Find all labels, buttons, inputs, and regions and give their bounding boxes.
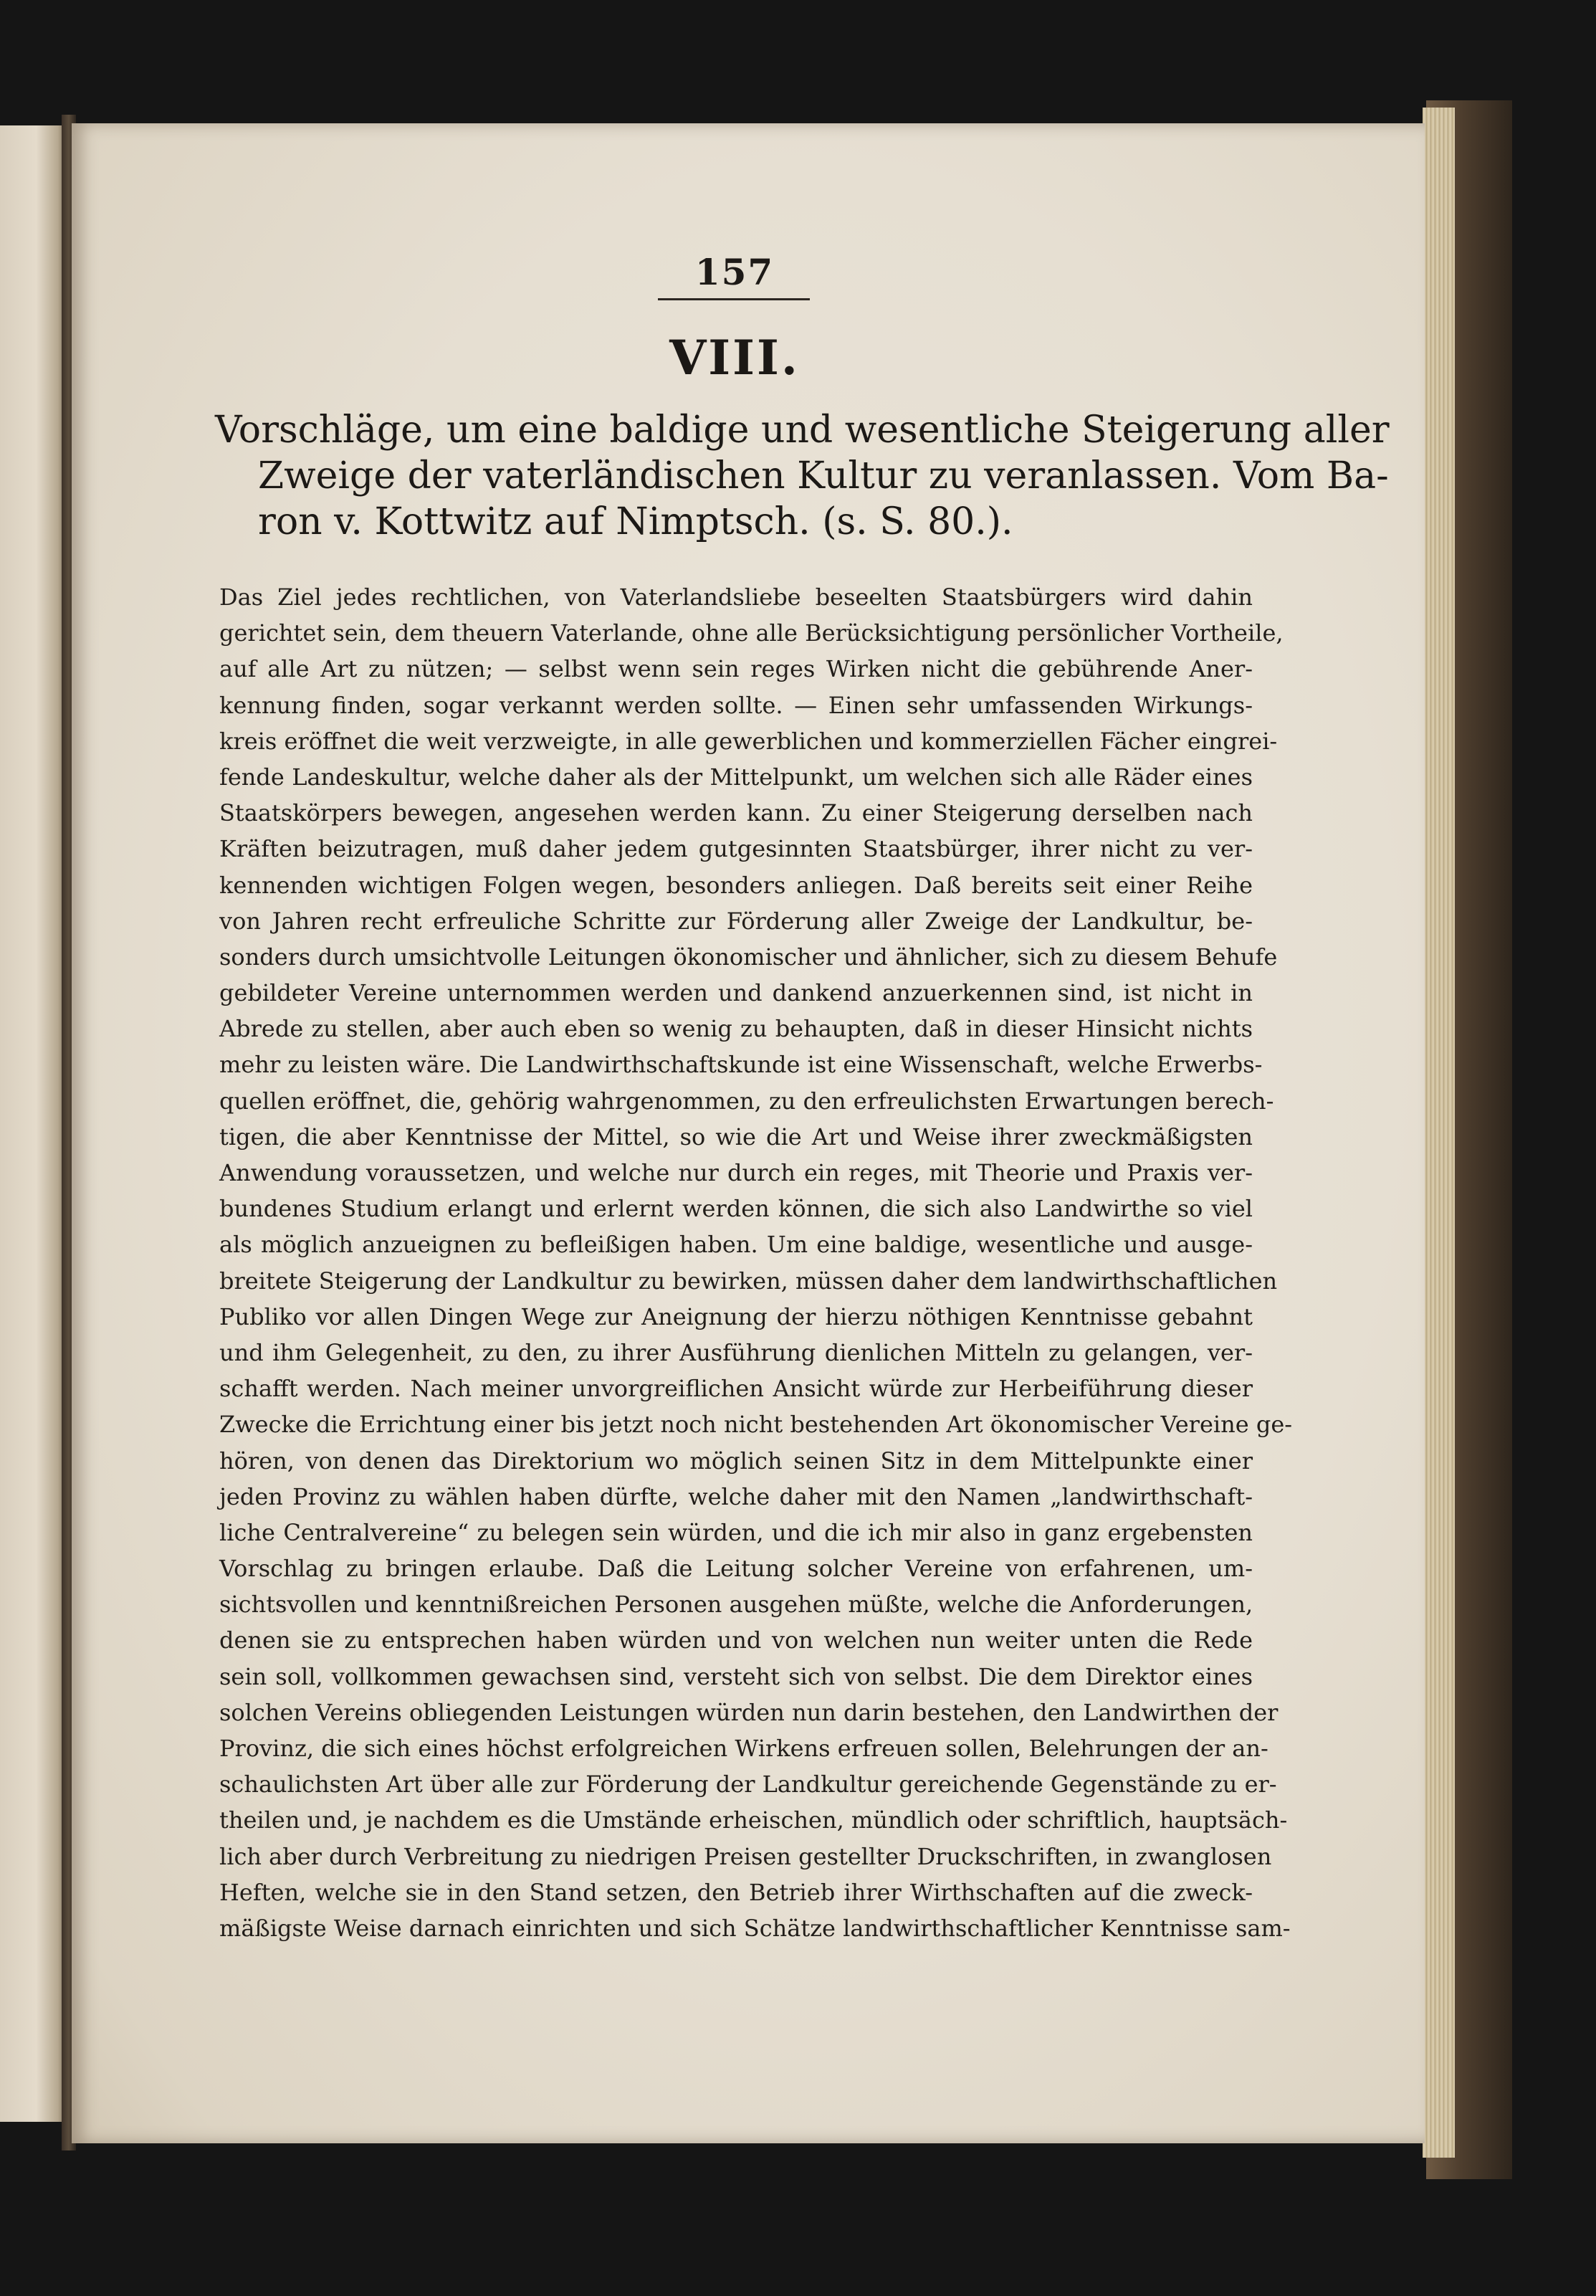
text-line: Provinz, die sich eines höchst erfolgreichen Wirkens erfreuen sollen, Belehrungen der an- — [219, 1735, 1268, 1762]
text-line: lich aber durch Verbreitung zu niedrigen Preisen gestellter Druckschriften, in zwanglosen — [219, 1842, 1272, 1870]
text-line: sein soll, vollkommen gewachsen sind, versteht sich von selbst. Die dem Direktor eines — [219, 1662, 1253, 1690]
heading-line: Zweige der vaterländischen Kultur zu veranlassen. Vom Ba- — [258, 454, 1389, 497]
text-line: Heften, welche sie in den Stand setzen, den Betrieb ihrer Wirthschaften auf die zweck- — [219, 1878, 1253, 1906]
body-text — [219, 579, 1293, 1946]
page-number: 157 — [694, 251, 775, 293]
page-number-rule — [658, 298, 810, 300]
text-line: denen sie zu entsprechen haben würden und von welchen nun weiter unten die Rede — [219, 1626, 1253, 1654]
text-line: gerichtet sein, dem theuern Vaterlande, ohne alle Berücksichtigung persönlicher Vortheile, — [219, 619, 1284, 647]
text-line: fende Landeskultur, welche daher als der Mittelpunkt, um welchen sich alle Räder eines — [219, 763, 1253, 791]
text-line: sonders durch umsichtvolle Leitungen ökonomischer und ähnlicher, sich zu diesem Behufe — [219, 943, 1278, 971]
text-line: Das Ziel jedes rechtlichen, von Vaterlandsliebe beseelten Staatsbürgers wird dahin — [219, 583, 1253, 611]
text-line: und ihm Gelegenheit, zu den, zu ihrer Ausführung dienlichen Mitteln zu gelangen, ver- — [219, 1338, 1253, 1366]
heading-line: Vorschläge, um eine baldige und wesentliche Steigerung aller — [215, 409, 1390, 452]
text-line: bundenes Studium erlangt und erlernt werden können, die sich also Landwirthe so viel — [219, 1195, 1253, 1223]
text-line: kreis eröffnet die weit verzweigte, in alle gewerblichen und kommerziellen Fächer eingrei- — [219, 727, 1278, 755]
text-line: Vorschlag zu bringen erlaube. Daß die Leitung solcher Vereine von erfahrenen, um- — [219, 1555, 1253, 1583]
text-line: von Jahren recht erfreuliche Schritte zur Förderung aller Zweige der Landkultur, be- — [219, 907, 1253, 935]
text-line: hören, von denen das Direktorium wo möglich seinen Sitz in dem Mittelpunkte einer — [219, 1447, 1253, 1475]
text-line: Kräften beizutragen, muß daher jedem gutgesinnten Staatsbürger, ihrer nicht zu ver- — [219, 835, 1253, 863]
text-line: solchen Vereins obliegenden Leistungen würden nun darin bestehen, den Landwirthen der — [219, 1698, 1279, 1726]
text-line: schaulichsten Art über alle zur Förderung der Landkultur gereichende Gegenstände zu er- — [219, 1771, 1277, 1799]
chapter-number: VIII. — [669, 330, 800, 386]
previous-page-edge — [0, 125, 66, 2122]
text-line: Zwecke die Errichtung einer bis jetzt noch nicht bestehenden Art ökonomischer Vereine ge- — [219, 1411, 1293, 1439]
text-line: kennenden wichtigen Folgen wegen, besonders anliegen. Daß bereits seit einer Reihe — [219, 871, 1253, 899]
text-line: mehr zu leisten wäre. Die Landwirthschaftskunde ist eine Wissenschaft, welche Erwerbs- — [219, 1051, 1263, 1079]
text-line: gebildeter Vereine unternommen werden und dankend anzuerkennen sind, ist nicht in — [219, 979, 1253, 1007]
text-line: quellen eröffnet, die, gehörig wahrgenommen, zu den erfreulichsten Erwartungen berech- — [219, 1087, 1274, 1115]
text-line: als möglich anzueignen zu befleißigen haben. Um eine baldige, wesentliche und ausge- — [219, 1231, 1253, 1259]
text-line: theilen und, je nachdem es die Umstände erheischen, mündlich oder schriftlich, hauptsäch- — [219, 1806, 1288, 1834]
text-line: kennung finden, sogar verkannt werden sollte. — Einen sehr umfassenden Wirkungs- — [219, 691, 1253, 719]
text-line: Publiko vor allen Dingen Wege zur Aneignung der hierzu nöthigen Kenntnisse gebahnt — [219, 1302, 1253, 1330]
text-line: jeden Provinz zu wählen haben dürfte, welche daher mit den Namen „landwirthschaft- — [219, 1482, 1253, 1510]
text-line: Staatskörpers bewegen, angesehen werden kann. Zu einer Steigerung derselben nach — [219, 799, 1253, 827]
text-line: Abrede zu stellen, aber auch eben so wenig zu behaupten, daß in dieser Hinsicht nichts — [219, 1015, 1253, 1043]
text-line: auf alle Art zu nützen; — selbst wenn sein reges Wirken nicht die gebührende Aner- — [219, 655, 1253, 683]
text-line: sichtsvollen und kenntnißreichen Personen ausgehen müßte, welche die Anforderungen, — [219, 1591, 1253, 1619]
text-line: tigen, die aber Kenntnisse der Mittel, so wie die Art und Weise ihrer zweckmäßigsten — [219, 1123, 1253, 1151]
text-line: breitete Steigerung der Landkultur zu bewirken, müssen daher dem landwirthschaftlichen — [219, 1267, 1278, 1295]
text-line: Anwendung voraussetzen, und welche nur durch ein reges, mit Theorie und Praxis ver- — [219, 1159, 1253, 1186]
chapter-heading — [215, 407, 1390, 545]
text-line: schafft werden. Nach meiner unvorgreiflichen Ansicht würde zur Herbeiführung dieser — [219, 1375, 1253, 1403]
heading-line: ron v. Kottwitz auf Nimptsch. (s. S. 80.). — [258, 500, 1013, 543]
page-edges — [1423, 108, 1455, 2158]
text-line: mäßigste Weise darnach einrichten und sich Schätze landwirthschaftlicher Kenntnisse sam- — [219, 1914, 1291, 1942]
text-line: liche Centralvereine“ zu belegen sein würden, und die ich mir also in ganz ergebensten — [219, 1518, 1253, 1546]
